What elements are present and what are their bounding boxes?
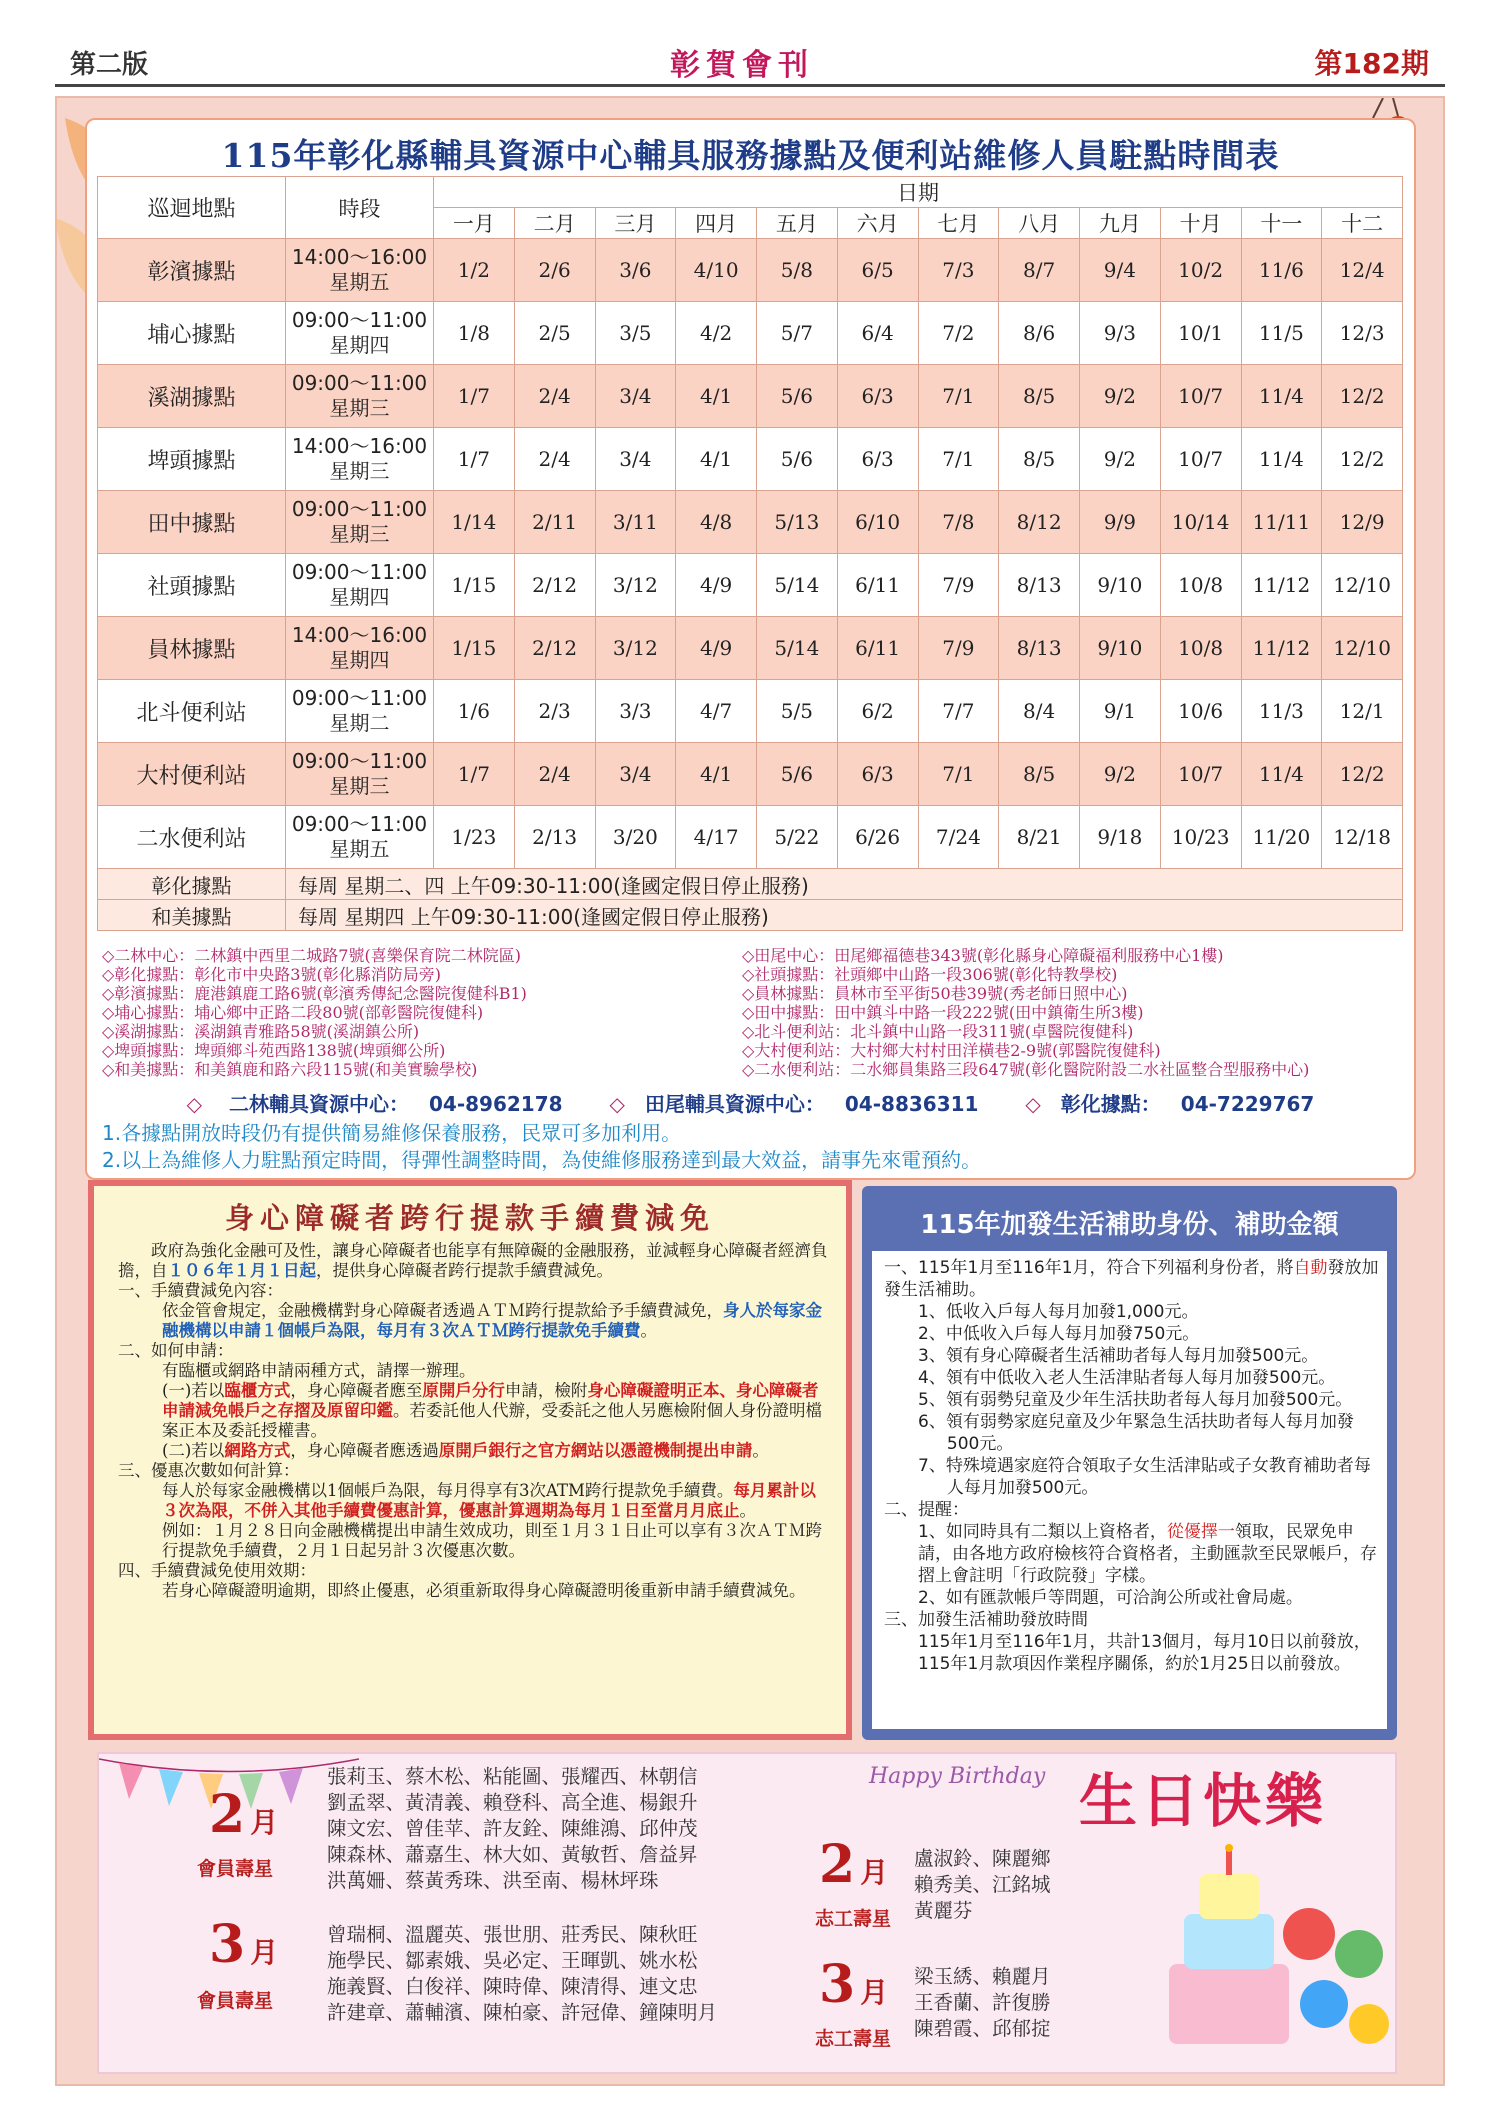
schedule-row <box>98 365 1403 428</box>
subsidy-body: 一、115年1月至116年1月，符合下列福利身份者，將自動發放加發生活補助。 1、低收入戶每人每月加發1,000元。 2、中低收入戶每人每月加發750元。 3、領有身心障礙者生活補助者每人每月加發500元。 4、領有中低收入老人生活津貼者每人每月加發500元。 5、領有弱勢兒童及少年生活扶助者每人每月加發500元。 6、領有弱勢家庭兒童及少年緊急生活扶助者每人每月加發500元。 7、特殊境遇家庭符合領取子女生活津貼或子女教育補助者每人每月加發500元。 二、提醒： 1、如同時具有二類以上資格者，從優擇一領取，民眾免申請，由各地方政府檢核符合資格者，主動匯款至民眾帳戶，存摺上會註明「行政院發」字樣。 2、如有匯款帳戶等問題，可洽詢公所或社會局處。 三、加發生活補助發放時間 115年1月至116年1月，共計13個月，每月10日以前發放，115年1月款項因作業程序關係，約於1月25日以前發放。 <box>884 1258 1379 1674</box>
subsidy-title: 115年加發生活補助身份、補助金額 <box>920 1210 1339 1240</box>
date-cell: 5/14 <box>757 617 838 680</box>
date-cell: 5/13 <box>757 491 838 554</box>
date-cell: 6/11 <box>837 617 918 680</box>
date-cell: 4/9 <box>676 617 757 680</box>
date-cell: 6/10 <box>837 491 918 554</box>
date-cell: 1/8 <box>434 302 515 365</box>
schedule-row <box>98 302 1403 365</box>
subsidy-item-list <box>884 1301 1379 1499</box>
site-name: 和美據點 <box>98 900 286 931</box>
date-cell: 11/11 <box>1241 491 1322 554</box>
date-cell: 11/4 <box>1241 428 1322 491</box>
phone-list <box>87 1088 1414 1117</box>
date-cell: 4/2 <box>676 302 757 365</box>
date-cell: 7/9 <box>918 617 999 680</box>
date-cell: 9/10 <box>1080 554 1161 617</box>
subsidy-item: 6、領有弱勢家庭兒童及少年緊急生活扶助者每人每月加發500元。 <box>918 1412 1354 1454</box>
date-cell: 12/10 <box>1322 554 1403 617</box>
site-name: 北斗便利站 <box>98 680 286 743</box>
date-cell: 5/6 <box>757 428 838 491</box>
date-cell: 10/8 <box>1160 554 1241 617</box>
date-cell: 10/7 <box>1160 428 1241 491</box>
month-header: 十二 <box>1322 208 1403 239</box>
date-cell: 7/3 <box>918 239 999 302</box>
address-line: ◇彰化據點：彰化市中央路3號(彰化縣消防局旁) <box>102 965 441 984</box>
subsidy-item: 3、領有身心障礙者生活補助者每人每月加發500元。 <box>918 1346 1319 1366</box>
date-cell: 10/8 <box>1160 617 1241 680</box>
site-name: 大村便利站 <box>98 743 286 806</box>
date-cell: 7/7 <box>918 680 999 743</box>
date-cell: 1/15 <box>434 617 515 680</box>
date-cell: 11/4 <box>1241 743 1322 806</box>
date-cell: 6/3 <box>837 743 918 806</box>
address-line: ◇二水便利站：二水鄉員集路三段647號(彰化醫院附設二水社區整合型服務中心) <box>742 1060 1310 1079</box>
date-cell: 1/14 <box>434 491 515 554</box>
site-name: 埤頭據點 <box>98 428 286 491</box>
date-cell: 12/9 <box>1322 491 1403 554</box>
date-cell: 3/12 <box>595 617 676 680</box>
date-cell: 4/10 <box>676 239 757 302</box>
date-cell: 3/6 <box>595 239 676 302</box>
date-cell: 12/4 <box>1322 239 1403 302</box>
month-header: 十月 <box>1160 208 1241 239</box>
date-cell: 4/1 <box>676 428 757 491</box>
member-label: 會員壽星 <box>197 1858 274 1880</box>
date-cell: 9/3 <box>1080 302 1161 365</box>
schedule-table <box>97 176 1403 931</box>
date-cell: 10/7 <box>1160 743 1241 806</box>
date-cell: 8/5 <box>999 428 1080 491</box>
fee-waiver-title: 身心障礙者跨行提款手續費減免 <box>224 1201 715 1235</box>
date-cell: 9/2 <box>1080 428 1161 491</box>
date-cell: 4/1 <box>676 743 757 806</box>
happy-birthday-script: Happy Birthday <box>869 1764 1046 1789</box>
date-cell: 5/8 <box>757 239 838 302</box>
phone-item: ◇ 彰化據點： 04-7229767 <box>1025 1092 1315 1116</box>
subsidy-item: 5、領有弱勢兒童及少年生活扶助者每人每月加發500元。 <box>918 1390 1353 1410</box>
date-cell: 9/2 <box>1080 743 1161 806</box>
site-name: 彰化據點 <box>98 869 286 900</box>
date-cell: 3/4 <box>595 365 676 428</box>
page-header <box>0 0 1499 92</box>
header-rule <box>55 84 1445 87</box>
date-cell: 7/1 <box>918 365 999 428</box>
address-line: ◇田中據點：田中鎮斗中路一段222號(田中鎮衛生所3樓) <box>742 1003 1144 1022</box>
date-cell: 6/3 <box>837 365 918 428</box>
date-cell: 3/4 <box>595 743 676 806</box>
date-cell: 2/4 <box>514 428 595 491</box>
address-line: ◇彰濱據點：鹿港鎮鹿工路6號(彰濱秀傳紀念醫院復健科B1) <box>102 984 527 1003</box>
site-name: 社頭據點 <box>98 554 286 617</box>
date-cell: 11/3 <box>1241 680 1322 743</box>
site-name: 溪湖據點 <box>98 365 286 428</box>
date-cell: 10/2 <box>1160 239 1241 302</box>
subsidy-inner <box>872 1251 1387 1729</box>
issue-number: 第182期 <box>1314 47 1429 80</box>
date-cell: 7/1 <box>918 428 999 491</box>
address-line: ◇溪湖據點：溪湖鎮青雅路58號(溪湖鎮公所) <box>102 1022 420 1041</box>
date-cell: 9/1 <box>1080 680 1161 743</box>
date-cell: 8/5 <box>999 365 1080 428</box>
date-cell: 9/18 <box>1080 806 1161 869</box>
schedule-body <box>98 239 1403 931</box>
volunteer-label: 志工壽星 <box>815 1908 892 1930</box>
date-cell: 8/7 <box>999 239 1080 302</box>
time-slot: 09:00～11:00 星期四 <box>286 554 434 617</box>
date-cell: 10/7 <box>1160 365 1241 428</box>
date-cell: 4/1 <box>676 365 757 428</box>
note-row <box>98 869 1403 900</box>
date-cell: 4/17 <box>676 806 757 869</box>
date-cell: 11/12 <box>1241 617 1322 680</box>
date-cell: 1/15 <box>434 554 515 617</box>
fee-waiver-box <box>88 1180 852 1740</box>
schedule-row <box>98 680 1403 743</box>
month-header: 二月 <box>514 208 595 239</box>
date-cell: 4/8 <box>676 491 757 554</box>
date-cell: 8/13 <box>999 617 1080 680</box>
date-cell: 7/9 <box>918 554 999 617</box>
date-cell: 12/10 <box>1322 617 1403 680</box>
phone-item: ◇ 二林輔具資源中心： 04-8962178 <box>186 1092 563 1116</box>
address-line: ◇大村便利站：大村鄉大村村田洋橫巷2-9號(郭醫院復健科) <box>742 1041 1161 1060</box>
date-cell: 11/20 <box>1241 806 1322 869</box>
volunteer-label: 志工壽星 <box>815 2028 892 2050</box>
date-cell: 9/4 <box>1080 239 1161 302</box>
month-header: 八月 <box>999 208 1080 239</box>
address-column-left <box>102 946 527 1079</box>
date-cell: 4/7 <box>676 680 757 743</box>
date-cell: 11/5 <box>1241 302 1322 365</box>
date-cell: 1/7 <box>434 743 515 806</box>
time-slot: 09:00～11:00 星期四 <box>286 302 434 365</box>
time-slot: 09:00～11:00 星期三 <box>286 743 434 806</box>
date-cell: 1/23 <box>434 806 515 869</box>
site-name: 員林據點 <box>98 617 286 680</box>
feb-volunteer-names: 盧淑鈴、陳麗鄉 賴秀美、江銘城 黃麗芬 <box>914 1847 1051 1922</box>
subsidy-item: 4、領有中低收入老人生活津貼者每人每月加發500元。 <box>918 1368 1336 1388</box>
col-site-header: 巡迴地點 <box>98 177 286 239</box>
address-line: ◇員林據點：員林市至平街50巷39號(秀老師日照中心) <box>742 984 1128 1003</box>
date-cell: 10/6 <box>1160 680 1241 743</box>
date-cell: 5/7 <box>757 302 838 365</box>
date-cell: 6/26 <box>837 806 918 869</box>
date-cell: 12/18 <box>1322 806 1403 869</box>
time-slot: 09:00～11:00 星期三 <box>286 491 434 554</box>
date-cell: 2/5 <box>514 302 595 365</box>
date-cell: 7/24 <box>918 806 999 869</box>
date-cell: 12/3 <box>1322 302 1403 365</box>
address-line: ◇二林中心：二林鎮中西里二城路7號(喜樂保育院二林院區) <box>102 946 521 965</box>
date-cell: 6/11 <box>837 554 918 617</box>
schedule-row <box>98 617 1403 680</box>
date-cell: 1/6 <box>434 680 515 743</box>
address-line: ◇田尾中心：田尾鄉福德巷343號(彰化縣身心障礙福利服務中心1樓) <box>742 946 1224 965</box>
subsidy-item: 2、中低收入戶每人每月加發750元。 <box>918 1324 1200 1344</box>
time-slot: 09:00～11:00 星期五 <box>286 806 434 869</box>
date-cell: 8/12 <box>999 491 1080 554</box>
mar-member-month: 3 月 會員壽星 <box>197 1914 279 2012</box>
note-text: 每周 星期二、四 上午09:30-11:00(逢國定假日停止服務) <box>286 869 1403 900</box>
date-cell: 3/11 <box>595 491 676 554</box>
date-cell: 12/2 <box>1322 428 1403 491</box>
schedule-section <box>85 118 1416 1180</box>
date-cell: 1/7 <box>434 365 515 428</box>
date-cell: 5/14 <box>757 554 838 617</box>
address-line: ◇埤頭據點：埤頭鄉斗苑西路138號(埤頭鄉公所) <box>102 1041 446 1060</box>
masthead: 彰賀會刊 <box>670 48 814 83</box>
date-cell: 2/12 <box>514 617 595 680</box>
date-cell: 3/20 <box>595 806 676 869</box>
date-cell: 8/13 <box>999 554 1080 617</box>
date-cell: 5/6 <box>757 743 838 806</box>
month-header: 九月 <box>1080 208 1161 239</box>
month-header: 三月 <box>595 208 676 239</box>
birthday-title: 生日快樂 <box>1079 1767 1328 1835</box>
site-name: 田中據點 <box>98 491 286 554</box>
date-cell: 10/23 <box>1160 806 1241 869</box>
feb-member-month: 2 月 會員壽星 <box>197 1784 279 1880</box>
col-time-header: 時段 <box>286 177 434 239</box>
date-cell: 11/6 <box>1241 239 1322 302</box>
date-cell: 7/8 <box>918 491 999 554</box>
address-column-right <box>742 946 1309 1079</box>
date-cell: 8/5 <box>999 743 1080 806</box>
date-cell: 9/10 <box>1080 617 1161 680</box>
remarks <box>102 1120 981 1174</box>
note-row <box>98 900 1403 931</box>
site-name: 埔心據點 <box>98 302 286 365</box>
date-cell: 2/11 <box>514 491 595 554</box>
date-cell: 10/1 <box>1160 302 1241 365</box>
month-header: 一月 <box>434 208 515 239</box>
date-cell: 12/2 <box>1322 743 1403 806</box>
date-cell: 9/2 <box>1080 365 1161 428</box>
date-cell: 5/22 <box>757 806 838 869</box>
edition-label: 第二版 <box>70 50 149 80</box>
feb-volunteer-month: 2 月 志工壽星 <box>815 1834 892 1930</box>
member-label: 會員壽星 <box>197 1990 274 2012</box>
date-cell: 2/4 <box>514 743 595 806</box>
site-name: 二水便利站 <box>98 806 286 869</box>
date-cell: 6/4 <box>837 302 918 365</box>
site-name: 彰濱據點 <box>98 239 286 302</box>
date-cell: 6/3 <box>837 428 918 491</box>
date-cell: 12/2 <box>1322 365 1403 428</box>
address-line: ◇社頭據點：社頭鄉中山路一段306號(彰化特教學校) <box>742 965 1118 984</box>
time-slot: 14:00～16:00 星期三 <box>286 428 434 491</box>
date-cell: 6/2 <box>837 680 918 743</box>
time-slot: 14:00～16:00 星期五 <box>286 239 434 302</box>
schedule-row <box>98 554 1403 617</box>
time-slot: 09:00～11:00 星期二 <box>286 680 434 743</box>
subsidy-box <box>862 1186 1397 1740</box>
date-cell: 3/12 <box>595 554 676 617</box>
date-cell: 3/4 <box>595 428 676 491</box>
date-cell: 11/4 <box>1241 365 1322 428</box>
date-cell: 3/5 <box>595 302 676 365</box>
schedule-row <box>98 491 1403 554</box>
schedule-row <box>98 428 1403 491</box>
schedule-row <box>98 743 1403 806</box>
date-cell: 2/12 <box>514 554 595 617</box>
mar-member-names: 曾瑞桐、溫麗英、張世朋、莊秀民、陳秋旺 施學民、鄒素娥、吳必定、王暉凱、姚水松 施義賢、白俊祥、陳時偉、陳清得、連文忠 許建章、蕭輔濱、陳柏豪、許冠偉、鐘陳明月 <box>327 1923 718 2024</box>
date-cell: 5/6 <box>757 365 838 428</box>
date-cell: 3/3 <box>595 680 676 743</box>
month-header: 四月 <box>676 208 757 239</box>
date-cell: 11/12 <box>1241 554 1322 617</box>
schedule-row <box>98 806 1403 869</box>
date-cell: 2/3 <box>514 680 595 743</box>
date-cell: 1/2 <box>434 239 515 302</box>
date-cell: 8/21 <box>999 806 1080 869</box>
schedule-title: 115年彰化縣輔具資源中心輔具服務據點及便利站維修人員駐點時間表 <box>221 136 1280 175</box>
date-cell: 2/13 <box>514 806 595 869</box>
date-cell: 4/9 <box>676 554 757 617</box>
feb-member-names: 張莉玉、蔡木松、粘能圖、張耀西、林朝信 劉孟翠、黃清義、賴登科、高全進、楊銀升 陳文宏、曾佳苹、許友銓、陳維鴻、邱仲茂 陳森林、蕭嘉生、林大如、黃敏哲、詹益昇 洪萬姍、蔡黃秀珠、洪至南、楊林坪珠 <box>327 1765 698 1892</box>
date-cell: 8/4 <box>999 680 1080 743</box>
month-header: 六月 <box>837 208 918 239</box>
fee-waiver-body: 政府為強化金融可及性，讓身心障礙者也能享有無障礙的金融服務，並減輕身心障礙者經濟負擔，自１０６年１月１日起，提供身心障礙者跨行提款手續費減免。 一、手續費減免內容： 依金管會規定，金融機構對身心障礙者透過ＡＴＭ跨行提款給予手續費減免，身人於每家金融機構以申請１個帳戶為限，每月有３次ＡＴＭ跨行提款免手續費。 二、如何申請： 有臨櫃或網路申請兩種方式，請擇一辦理。 (一)若以臨櫃方式，身心障礙者應至原開戶分行申請，檢附身心障礙證明正本、身心障礙者申請減免帳戶之存摺及原留印鑑。若委託他人代辦，受委託之他人另應檢附個人身份證明檔案正本及委託授權書。 (二)若以網路方式，身心障礙者應透過原開戶銀行之官方網站以憑證機制提出申請。 三、優惠次數如何計算： 每人於每家金融機構以1個帳戶為限，每月得享有3次ATM跨行提款免手續費。每月累計以３次為限，不併入其他手續費優惠計算，優惠計算週期為每月１日至當月月底止。 例如：１月２８日向金融機構提出申請生效成功，則至１月３１日止可以享有３次ＡＴＭ跨行提款免手續費，２月１日起另計３次優惠次數。 四、手續費減免使用效期： 若身心障礙證明逾期，即終止優惠，必須重新取得身心障礙證明後重新申請手續費減免。 <box>118 1241 828 1600</box>
phone-item: ◇ 田尾輔具資源中心： 04-8836311 <box>609 1092 979 1116</box>
date-cell: 12/1 <box>1322 680 1403 743</box>
remark-line: 1.各據點開放時段仍有提供簡易維修保養服務，民眾可多加利用。 <box>102 1121 682 1145</box>
date-cell: 10/14 <box>1160 491 1241 554</box>
col-date-header: 日期 <box>434 177 1403 208</box>
birthday-section <box>97 1752 1397 2074</box>
date-cell: 2/6 <box>514 239 595 302</box>
address-line: ◇北斗便利站：北斗鎮中山路一段311號(卓醫院復健科) <box>742 1022 1134 1041</box>
subsidy-item: 7、特殊境遇家庭符合領取子女生活津貼或子女教育補助者每人每月加發500元。 <box>918 1456 1371 1498</box>
date-cell: 8/6 <box>999 302 1080 365</box>
time-slot: 14:00～16:00 星期四 <box>286 617 434 680</box>
balloons-icon <box>1279 1894 1389 2064</box>
month-header: 五月 <box>757 208 838 239</box>
date-cell: 7/1 <box>918 743 999 806</box>
date-cell: 6/5 <box>837 239 918 302</box>
date-cell: 9/9 <box>1080 491 1161 554</box>
remark-line: 2.以上為維修人力駐點預定時間，得彈性調整時間，為使維修服務達到最大效益，請事先來電預約。 <box>102 1148 982 1172</box>
mar-volunteer-names: 梁玉綉、賴麗月 王香蘭、許復勝 陳碧霞、邱郁掟 <box>914 1965 1051 2040</box>
month-header: 十一 <box>1241 208 1322 239</box>
address-line: ◇和美據點：和美鎮鹿和路六段115號(和美實驗學校) <box>102 1060 478 1079</box>
time-slot: 09:00～11:00 星期三 <box>286 365 434 428</box>
month-header: 七月 <box>918 208 999 239</box>
schedule-row <box>98 239 1403 302</box>
date-cell: 5/5 <box>757 680 838 743</box>
address-line: ◇埔心據點：埔心鄉中正路二段80號(部彰醫院復健科) <box>102 1003 484 1022</box>
date-cell: 7/2 <box>918 302 999 365</box>
date-cell: 1/7 <box>434 428 515 491</box>
subsidy-item: 1、低收入戶每人每月加發1,000元。 <box>918 1302 1199 1322</box>
date-cell: 2/4 <box>514 365 595 428</box>
mar-volunteer-month: 3 月 志工壽星 <box>815 1954 892 2050</box>
note-text: 每周 星期四 上午09:30-11:00(逢國定假日停止服務) <box>286 900 1403 931</box>
